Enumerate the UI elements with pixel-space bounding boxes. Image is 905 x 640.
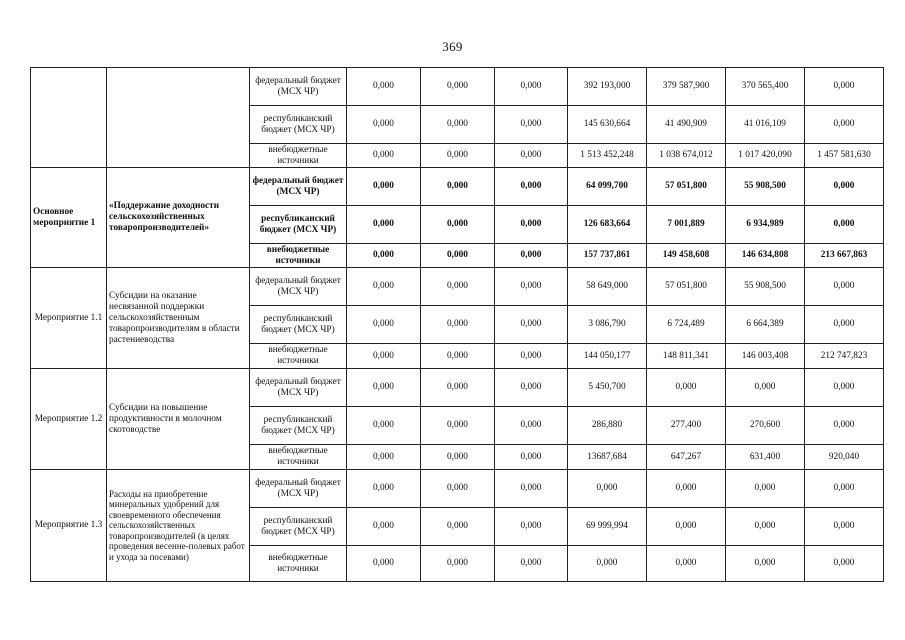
value-cell: 0,000	[421, 168, 495, 206]
value-cell: 5 450,700	[568, 369, 647, 407]
value-cell: 1 038 674,012	[647, 144, 726, 168]
value-cell: 0,000	[347, 306, 421, 344]
value-cell: 0,000	[805, 306, 884, 344]
value-cell: 0,000	[805, 407, 884, 445]
value-cell: 149 458,608	[647, 244, 726, 268]
activity-description-cell: Расходы на приобретение минеральных удобрений для своевременного обеспечения сельскохозяйственных товаропроизводителей (в целях проведения весенне-полевых работ и ухода за посевами)	[107, 470, 250, 582]
value-cell: 0,000	[647, 470, 726, 508]
value-cell: 0,000	[347, 268, 421, 306]
funding-source-cell: внебюджетные источники	[250, 445, 347, 470]
table-row	[31, 470, 884, 508]
funding-source-cell: внебюджетные источники	[250, 344, 347, 369]
value-cell: 0,000	[421, 546, 495, 582]
value-cell: 0,000	[805, 508, 884, 546]
value-cell: 146 634,808	[726, 244, 805, 268]
value-cell: 0,000	[647, 508, 726, 546]
page-number: 369	[442, 39, 463, 54]
value-cell: 0,000	[495, 206, 568, 244]
value-cell: 0,000	[805, 68, 884, 106]
funding-source-cell: республиканский бюджет (МСХ ЧР)	[250, 306, 347, 344]
value-cell: 0,000	[347, 546, 421, 582]
table-row	[31, 268, 884, 306]
value-cell: 0,000	[495, 168, 568, 206]
value-cell: 0,000	[421, 268, 495, 306]
value-cell: 0,000	[421, 144, 495, 168]
value-cell: 0,000	[568, 470, 647, 508]
value-cell: 212 747,823	[805, 344, 884, 369]
value-cell: 145 630,664	[568, 106, 647, 144]
value-cell: 920,040	[805, 445, 884, 470]
value-cell: 6 934,989	[726, 206, 805, 244]
activity-name-cell: Мероприятие 1.3	[31, 470, 107, 582]
value-cell: 0,000	[726, 546, 805, 582]
value-cell: 0,000	[347, 206, 421, 244]
funding-source-cell: республиканский бюджет (МСХ ЧР)	[250, 508, 347, 546]
value-cell: 6 724,489	[647, 306, 726, 344]
value-cell: 0,000	[421, 445, 495, 470]
value-cell: 0,000	[495, 68, 568, 106]
value-cell: 631,400	[726, 445, 805, 470]
funding-source-cell: федеральный бюджет (МСХ ЧР)	[250, 470, 347, 508]
value-cell: 0,000	[347, 106, 421, 144]
value-cell: 0,000	[421, 68, 495, 106]
value-cell: 0,000	[726, 470, 805, 508]
value-cell: 1 457 581,630	[805, 144, 884, 168]
value-cell: 64 099,700	[568, 168, 647, 206]
value-cell: 0,000	[421, 407, 495, 445]
value-cell: 0,000	[647, 369, 726, 407]
funding-source-cell: внебюджетные источники	[250, 546, 347, 582]
value-cell: 0,000	[495, 407, 568, 445]
value-cell: 41 490,909	[647, 106, 726, 144]
value-cell: 55 908,500	[726, 168, 805, 206]
value-cell: 0,000	[421, 369, 495, 407]
activity-description-cell	[107, 68, 250, 168]
value-cell: 0,000	[805, 168, 884, 206]
value-cell: 0,000	[495, 369, 568, 407]
value-cell: 0,000	[495, 546, 568, 582]
value-cell: 0,000	[805, 106, 884, 144]
value-cell: 0,000	[495, 244, 568, 268]
value-cell: 0,000	[495, 106, 568, 144]
value-cell: 41 016,109	[726, 106, 805, 144]
value-cell: 0,000	[421, 344, 495, 369]
value-cell: 13687,684	[568, 445, 647, 470]
value-cell: 0,000	[421, 306, 495, 344]
value-cell: 0,000	[805, 268, 884, 306]
activity-description-cell: Субсидии на повышение продуктивности в молочном скотоводстве	[107, 369, 250, 470]
value-cell: 146 003,408	[726, 344, 805, 369]
value-cell: 0,000	[647, 546, 726, 582]
funding-source-cell: республиканский бюджет (МСХ ЧР)	[250, 106, 347, 144]
funding-source-cell: федеральный бюджет (МСХ ЧР)	[250, 168, 347, 206]
value-cell: 0,000	[421, 106, 495, 144]
value-cell: 58 649,000	[568, 268, 647, 306]
value-cell: 126 683,664	[568, 206, 647, 244]
value-cell: 0,000	[495, 470, 568, 508]
value-cell: 0,000	[805, 470, 884, 508]
value-cell: 57 051,800	[647, 168, 726, 206]
value-cell: 57 051,800	[647, 268, 726, 306]
funding-source-cell: федеральный бюджет (МСХ ЧР)	[250, 268, 347, 306]
value-cell: 1 017 420,090	[726, 144, 805, 168]
value-cell: 0,000	[805, 546, 884, 582]
value-cell: 3 086,790	[568, 306, 647, 344]
value-cell: 144 050,177	[568, 344, 647, 369]
value-cell: 148 811,341	[647, 344, 726, 369]
value-cell: 370 565,400	[726, 68, 805, 106]
value-cell: 0,000	[347, 68, 421, 106]
activity-name-cell: Мероприятие 1.1	[31, 268, 107, 369]
value-cell: 0,000	[347, 470, 421, 508]
value-cell: 0,000	[495, 508, 568, 546]
value-cell: 0,000	[421, 244, 495, 268]
table-body	[31, 68, 884, 582]
table-row	[31, 168, 884, 206]
table-row	[31, 68, 884, 106]
value-cell: 213 667,863	[805, 244, 884, 268]
funding-source-cell: федеральный бюджет (МСХ ЧР)	[250, 68, 347, 106]
value-cell: 157 737,861	[568, 244, 647, 268]
value-cell: 69 999,994	[568, 508, 647, 546]
activity-description-cell: «Поддержание доходности сельскохозяйственных товаропроизводителей»	[107, 168, 250, 268]
value-cell: 647,267	[647, 445, 726, 470]
funding-source-cell: республиканский бюджет (МСХ ЧР)	[250, 407, 347, 445]
value-cell: 0,000	[347, 508, 421, 546]
value-cell: 270,600	[726, 407, 805, 445]
budget-table	[30, 67, 884, 582]
value-cell: 0,000	[495, 268, 568, 306]
value-cell: 0,000	[568, 546, 647, 582]
value-cell: 6 664,389	[726, 306, 805, 344]
value-cell: 0,000	[421, 508, 495, 546]
value-cell: 55 908,500	[726, 268, 805, 306]
value-cell: 0,000	[347, 244, 421, 268]
activity-name-cell	[31, 68, 107, 168]
value-cell: 0,000	[347, 407, 421, 445]
value-cell: 277,400	[647, 407, 726, 445]
value-cell: 379 587,900	[647, 68, 726, 106]
funding-source-cell: федеральный бюджет (МСХ ЧР)	[250, 369, 347, 407]
activity-name-cell: Основное мероприятие 1	[31, 168, 107, 268]
value-cell: 0,000	[495, 344, 568, 369]
value-cell: 0,000	[347, 168, 421, 206]
value-cell: 0,000	[805, 206, 884, 244]
value-cell: 0,000	[495, 306, 568, 344]
value-cell: 0,000	[347, 344, 421, 369]
value-cell: 0,000	[421, 470, 495, 508]
value-cell: 0,000	[805, 369, 884, 407]
value-cell: 0,000	[347, 369, 421, 407]
value-cell: 0,000	[421, 206, 495, 244]
value-cell: 1 513 452,248	[568, 144, 647, 168]
value-cell: 392 193,000	[568, 68, 647, 106]
value-cell: 0,000	[495, 144, 568, 168]
value-cell: 7 001,889	[647, 206, 726, 244]
value-cell: 0,000	[726, 508, 805, 546]
value-cell: 0,000	[347, 144, 421, 168]
activity-description-cell: Субсидии на оказание несвязанной поддержки сельскохозяйственным товаропроизводителям в области растениеводства	[107, 268, 250, 369]
funding-source-cell: внебюджетные источники	[250, 244, 347, 268]
activity-name-cell: Мероприятие 1.2	[31, 369, 107, 470]
funding-source-cell: внебюджетные источники	[250, 144, 347, 168]
value-cell: 286,880	[568, 407, 647, 445]
value-cell: 0,000	[495, 445, 568, 470]
value-cell: 0,000	[726, 369, 805, 407]
value-cell: 0,000	[347, 445, 421, 470]
funding-source-cell: республиканский бюджет (МСХ ЧР)	[250, 206, 347, 244]
table-row	[31, 369, 884, 407]
